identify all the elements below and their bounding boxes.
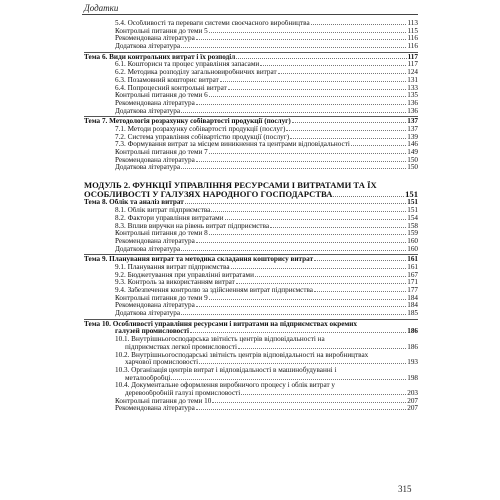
toc-page-number: 137 bbox=[407, 125, 418, 133]
toc-entry bbox=[84, 295, 418, 303]
toc-entry-text: Додаткова література bbox=[115, 107, 181, 115]
toc-heading-text: Тема 6. Види контрольних витрат і їх розподіл bbox=[84, 53, 236, 61]
topic-8-entries bbox=[84, 207, 418, 253]
toc-entry bbox=[84, 108, 418, 116]
toc-entry-text: 8.1. Облік витрат підприємства bbox=[115, 207, 211, 215]
leader-dots bbox=[286, 130, 406, 131]
leader-dots bbox=[333, 196, 404, 197]
toc-entry-text: 8.2. Фактори управління витратами bbox=[115, 214, 224, 222]
toc-heading-text: Тема 7. Методологія розрахунку собівартості продукції (послуг) bbox=[84, 118, 291, 126]
leader-dots bbox=[181, 314, 406, 315]
topic-9-entries bbox=[84, 264, 418, 318]
leader-dots bbox=[181, 112, 406, 113]
leader-dots bbox=[351, 145, 406, 146]
page-number: 315 bbox=[398, 484, 412, 494]
section-5-tail bbox=[84, 20, 418, 51]
leader-dots bbox=[314, 291, 406, 292]
toc-entry-text: Додаткова література bbox=[115, 310, 181, 318]
toc-entry bbox=[84, 279, 418, 287]
toc-heading-text: галузей промисловості bbox=[115, 328, 189, 336]
leader-dots bbox=[196, 409, 406, 410]
toc-heading-line-2 bbox=[84, 328, 418, 336]
toc-entry-text: 9.1. Планування витрат підприємства bbox=[115, 263, 230, 271]
leader-dots bbox=[181, 47, 406, 48]
leader-dots bbox=[209, 299, 406, 300]
toc-entry-text: Рекомендована література bbox=[115, 35, 195, 43]
toc-page-number: 161 bbox=[407, 256, 418, 264]
toc-entry bbox=[84, 223, 418, 231]
toc-entry-text: Контрольні питання до теми 10 bbox=[115, 397, 212, 405]
toc-heading bbox=[84, 256, 418, 264]
toc-entry bbox=[84, 61, 418, 69]
topic-7-entries bbox=[84, 126, 418, 172]
toc-entry-text: 9.3. Контроль за використанням витрат bbox=[115, 279, 235, 287]
toc-entry-text: 6.2. Методика розподілу загальновиробничих витрат bbox=[115, 69, 277, 77]
toc-entry-text: Контрольні питання до теми 7 bbox=[115, 149, 208, 156]
toc-entry bbox=[84, 43, 418, 51]
topic-8 bbox=[84, 199, 418, 253]
toc-page-number: 160 bbox=[407, 237, 418, 245]
toc-heading bbox=[84, 118, 418, 126]
toc-page-number: 193 bbox=[407, 359, 418, 367]
toc-entry-text: 9.4. Забезпечення контролю за здійсненням витрат підприємства bbox=[115, 287, 313, 294]
toc-page-number: 116 bbox=[407, 35, 418, 43]
toc-entry bbox=[84, 35, 418, 43]
module-2-heading bbox=[84, 181, 418, 199]
toc-entry-text: 10.2. Внутрішньогосподарські звітність центрів відповідальності на виробництвах bbox=[115, 350, 369, 359]
toc-entry-text: 9.2. Бюджетування при управлінні витратами bbox=[115, 271, 254, 279]
toc-page-number: 113 bbox=[407, 20, 418, 27]
toc-page-number: 139 bbox=[407, 133, 418, 141]
toc-entry-text: Додаткова література bbox=[115, 245, 181, 253]
toc-heading bbox=[84, 54, 418, 62]
leader-dots bbox=[236, 58, 406, 59]
leader-dots bbox=[209, 153, 406, 154]
topic-10-entries bbox=[84, 398, 418, 413]
toc-entry-line-1 bbox=[84, 382, 418, 390]
toc-entry-text: 5.4. Особливості та переваги системи своєчасного виробництва bbox=[115, 20, 310, 27]
leader-dots bbox=[238, 348, 406, 349]
module-heading-text-2: ОСОБЛИВОСТІ У ГАЛУЗЯХ НАРОДНОГО ГОСПОДАРСТВА bbox=[84, 189, 333, 200]
toc-page-number: 160 bbox=[407, 245, 418, 253]
leader-dots bbox=[211, 211, 406, 212]
toc-page-number: 116 bbox=[407, 43, 418, 51]
toc-entry bbox=[84, 264, 418, 272]
toc-entry bbox=[84, 310, 418, 318]
toc-entry-text: підприємствах легкої промисловості bbox=[125, 343, 237, 351]
toc-page-number: 177 bbox=[407, 287, 418, 294]
leader-dots bbox=[278, 73, 407, 74]
toc-heading-text: Тема 8. Облік та аналіз витрат bbox=[84, 199, 184, 207]
toc-entry bbox=[84, 238, 418, 246]
leader-dots bbox=[292, 122, 406, 123]
toc-page-number: 137 bbox=[407, 118, 418, 126]
leader-dots bbox=[236, 283, 406, 284]
toc-entry bbox=[84, 149, 418, 157]
toc-entry bbox=[84, 398, 418, 406]
toc-entry-text: Контрольні питання до теми 9 bbox=[115, 294, 208, 302]
toc-entry-text: Рекомендована література bbox=[115, 237, 195, 245]
toc-page-number: 198 bbox=[407, 374, 418, 382]
toc-page-number: 184 bbox=[407, 302, 418, 310]
toc-entry bbox=[84, 92, 418, 100]
table-of-contents bbox=[84, 20, 418, 413]
toc-page-number: 131 bbox=[407, 76, 418, 84]
leader-dots bbox=[199, 363, 406, 364]
toc-page-number: 207 bbox=[407, 405, 418, 413]
toc-entry-text: харчової промисловості bbox=[125, 359, 199, 367]
toc-page-number: 159 bbox=[407, 230, 418, 238]
topic-6-entries bbox=[84, 61, 418, 115]
leader-dots bbox=[209, 234, 406, 235]
toc-heading-line-1 bbox=[84, 321, 418, 329]
toc-entry-text: металообробці bbox=[125, 374, 171, 382]
toc-entry-line-2 bbox=[84, 390, 418, 398]
toc-entry-text: Контрольні питання до теми 6 bbox=[115, 92, 208, 100]
toc-entry bbox=[84, 20, 418, 28]
leader-dots bbox=[196, 242, 406, 243]
toc-entry-text: 6.1. Кошторисн та процес управління запасами bbox=[115, 61, 260, 69]
toc-heading bbox=[84, 199, 418, 207]
toc-entry bbox=[84, 230, 418, 238]
leader-dots bbox=[181, 250, 406, 251]
toc-page-number: 203 bbox=[407, 389, 418, 397]
toc-page-number: 115 bbox=[407, 27, 418, 35]
topic-9 bbox=[84, 256, 418, 318]
leader-dots bbox=[209, 32, 407, 33]
toc-entry-text: Рекомендована література bbox=[115, 99, 195, 107]
toc-page-number: 151 bbox=[407, 199, 418, 207]
toc-page-number: 167 bbox=[407, 271, 418, 279]
toc-entry-text: 10.4. Документальне оформлення виробничого процесу і облік витрат у bbox=[115, 381, 335, 390]
leader-dots bbox=[196, 104, 406, 105]
toc-page-number: 185 bbox=[407, 310, 418, 318]
toc-entry-text: 10.1. Внутрішньогосподарська звітність центрів відповідальності на bbox=[115, 335, 325, 344]
toc-entry-text: Рекомендована література bbox=[115, 156, 195, 164]
toc-entry-text: Додаткова література bbox=[115, 164, 181, 172]
toc-entry-text: 7.3. Формування витрат за місцем виникнення та центрами відповідальності bbox=[115, 141, 350, 149]
toc-heading-text: Тема 10. Особливості управління ресурсами і витратами на підприємствах окремих bbox=[84, 319, 358, 328]
toc-entry bbox=[84, 164, 418, 172]
toc-page-number: 207 bbox=[407, 397, 418, 405]
toc-entry bbox=[84, 336, 418, 351]
module-heading-line-2 bbox=[84, 190, 418, 199]
toc-entry bbox=[84, 215, 418, 223]
toc-entry-text: Контрольні питання до теми 5 bbox=[115, 27, 208, 35]
leader-dots bbox=[311, 24, 407, 25]
toc-entry-text: 6.4. Попроцесний контрольні витрат bbox=[115, 84, 227, 92]
header-rule bbox=[82, 14, 418, 15]
toc-page-number: 150 bbox=[407, 164, 418, 172]
toc-page-number: 136 bbox=[407, 99, 418, 107]
toc-entry bbox=[84, 272, 418, 280]
leader-dots bbox=[190, 332, 406, 333]
leader-dots bbox=[209, 96, 406, 97]
toc-entry-line-1 bbox=[84, 336, 418, 344]
leader-dots bbox=[196, 306, 406, 307]
toc-page-number: 117 bbox=[407, 53, 418, 61]
toc-entry bbox=[84, 28, 418, 36]
toc-entry bbox=[84, 77, 418, 85]
toc-page-number: 151 bbox=[405, 189, 418, 200]
divider bbox=[84, 116, 418, 117]
leader-dots bbox=[185, 203, 406, 204]
leader-dots bbox=[171, 379, 406, 380]
toc-entry bbox=[84, 126, 418, 134]
toc-entry-text: 8.3. Вплив виручки на рівень витрат підприємства bbox=[115, 222, 270, 230]
leader-dots bbox=[196, 161, 406, 162]
leader-dots bbox=[228, 89, 406, 90]
toc-entry bbox=[84, 85, 418, 93]
toc-entry bbox=[84, 246, 418, 254]
leader-dots bbox=[196, 39, 407, 40]
toc-entry-text: 7.1. Методи розрахунку собівартості продукції (послуг) bbox=[115, 125, 286, 133]
toc-page-number: 184 bbox=[407, 294, 418, 302]
toc-entry bbox=[84, 69, 418, 77]
toc-entry bbox=[84, 287, 418, 295]
leader-dots bbox=[212, 402, 406, 403]
toc-entry bbox=[84, 141, 418, 149]
topic-7 bbox=[84, 118, 418, 172]
leader-dots bbox=[241, 394, 406, 395]
toc-entry bbox=[84, 302, 418, 310]
toc-entry bbox=[84, 382, 418, 397]
toc-entry-text: Рекомендована література bbox=[115, 405, 195, 413]
toc-entry-text: 7.2. Система управління собівартістю продукції (послуг) bbox=[115, 133, 290, 141]
topic-10 bbox=[84, 321, 418, 413]
toc-page-number: 158 bbox=[407, 222, 418, 230]
toc-page-number: 154 bbox=[407, 214, 418, 222]
leader-dots bbox=[225, 219, 407, 220]
toc-heading-text: Тема 9. Планування витрат та методика складання кошторису витрат bbox=[84, 256, 314, 264]
toc-page-number: 133 bbox=[407, 84, 418, 92]
toc-page-number: 150 bbox=[407, 156, 418, 164]
toc-entry-line-2 bbox=[84, 375, 418, 383]
toc-page-number: 151 bbox=[407, 207, 418, 215]
toc-entry bbox=[84, 134, 418, 142]
toc-page-number: 161 bbox=[407, 263, 418, 271]
toc-entry bbox=[84, 157, 418, 165]
leader-dots bbox=[181, 168, 406, 169]
toc-page-number: 117 bbox=[407, 61, 418, 69]
toc-entry-line-1 bbox=[84, 367, 418, 375]
toc-entry-line-2 bbox=[84, 359, 418, 367]
toc-entry-line-2 bbox=[84, 344, 418, 352]
toc-entry-text: деревообробній галузі промисловості bbox=[125, 389, 241, 397]
leader-dots bbox=[290, 138, 406, 139]
running-header: Додатки bbox=[84, 3, 119, 13]
toc-entry bbox=[84, 207, 418, 215]
toc-page-number: 171 bbox=[407, 279, 418, 287]
toc-page-number: 186 bbox=[407, 343, 418, 351]
toc-entry-line-1 bbox=[84, 352, 418, 360]
toc-entry-text: Контрольні питання до теми 8 bbox=[115, 230, 208, 238]
toc-entry bbox=[84, 367, 418, 382]
leader-dots bbox=[314, 260, 406, 261]
divider bbox=[84, 254, 418, 255]
module-heading-text-1: МОДУЛЬ 2. ФУНКЦІЇ УПРАВЛІННЯ РЕСУРСАМИ І ВИТРАТАМИ ТА ЇХ bbox=[84, 180, 377, 191]
toc-entry bbox=[84, 352, 418, 367]
leader-dots bbox=[270, 227, 406, 228]
topic-10-subsections bbox=[84, 336, 418, 398]
topic-6 bbox=[84, 54, 418, 116]
toc-page-number: 136 bbox=[407, 107, 418, 115]
leader-dots bbox=[255, 276, 406, 277]
toc-entry-text: 10.3. Організація центрів витрат і відповідальності в машинобудуванні і bbox=[115, 365, 337, 374]
toc-page-number: 186 bbox=[407, 328, 418, 336]
toc-entry bbox=[84, 405, 418, 413]
toc-page-number: 149 bbox=[407, 149, 418, 156]
toc-page-number: 135 bbox=[407, 92, 418, 100]
leader-dots bbox=[260, 65, 406, 66]
divider bbox=[84, 52, 418, 53]
toc-entry-text: 6.3. Позамовний кошторис витрат bbox=[115, 76, 219, 84]
toc-entry bbox=[84, 100, 418, 108]
toc-entry-text: Додаткова література bbox=[115, 43, 181, 51]
leader-dots bbox=[231, 268, 407, 269]
toc-page-number: 124 bbox=[407, 69, 418, 77]
leader-dots bbox=[220, 81, 406, 82]
toc-page-number: 146 bbox=[407, 141, 418, 149]
toc-entry-text: Рекомендована література bbox=[115, 302, 195, 310]
